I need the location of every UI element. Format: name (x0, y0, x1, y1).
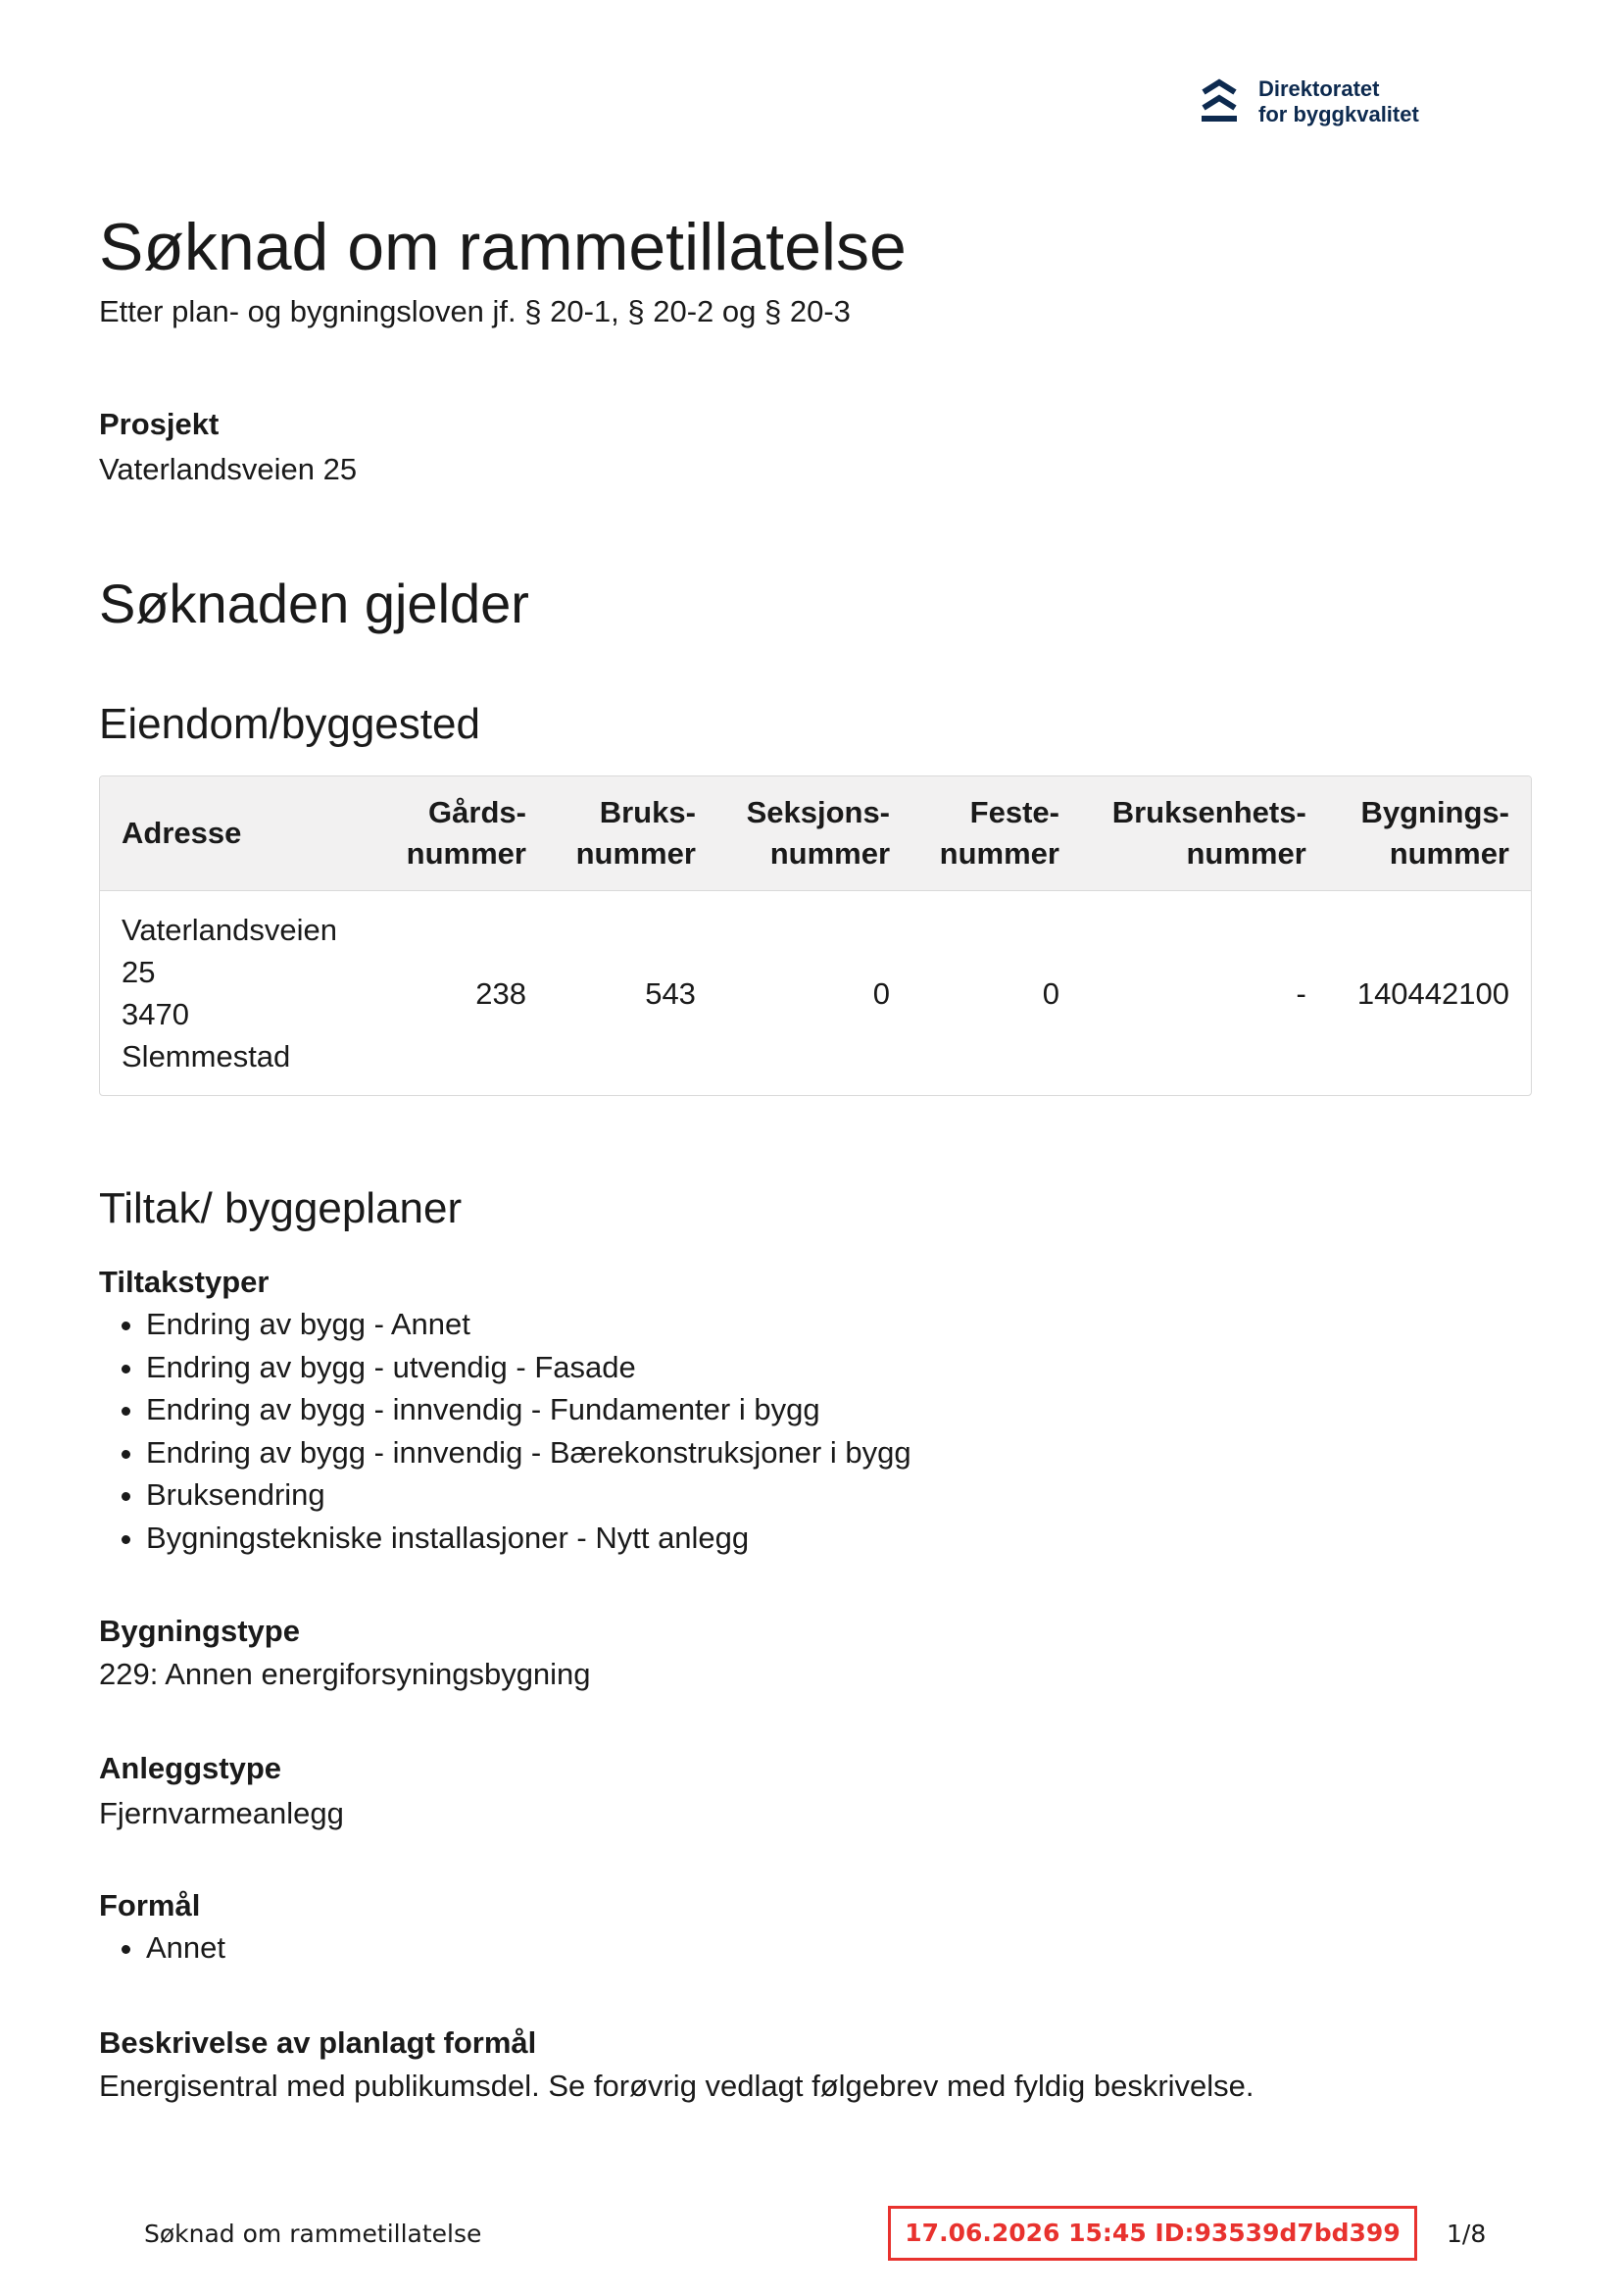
property-table-header (100, 776, 1531, 891)
page-footer (0, 2206, 1623, 2265)
anleggstype-value: Fjernvarmeanlegg (99, 1796, 344, 1830)
logo-wordmark (1258, 76, 1419, 127)
anleggstype-block (99, 1748, 344, 1834)
document-subtitle: Etter plan- og bygningsloven jf. § 20-1, § 20-2 og § 20-3 (99, 294, 851, 328)
property-table (99, 775, 1532, 1096)
cell-seksjonsnummer: 0 (872, 975, 891, 1011)
cell-bruksenhetsnummer: - (1296, 975, 1306, 1011)
dibk-logo-icon (1200, 78, 1239, 125)
col-header-bruksenhetsnummer: Bruksenhets- nummer (1081, 776, 1328, 891)
list-item: • Endring av bygg - Annet (146, 1303, 911, 1346)
table-row (100, 891, 1531, 1095)
bygningstype-block (99, 1611, 591, 1695)
formal-label: Formål (99, 1888, 201, 1922)
col-header-bruksnummer: Bruks- nummer (548, 776, 717, 891)
list-item: • Endring av bygg - utvendig - Fasade (146, 1346, 911, 1389)
cell-gardsnummer: 238 (475, 975, 526, 1011)
cell-adresse: Vaterlandsveien 25 3470 Slemmestad (122, 913, 338, 1073)
logo-line-1: Direktoratet (1258, 76, 1380, 101)
col-header-gardsnummer: Gårds- nummer (378, 776, 548, 891)
anleggstype-label: Anleggstype (99, 1751, 282, 1785)
formal-block (99, 1885, 225, 1970)
timestamp-id-stamp: 17.06.2026 15:45 ID:93539d7bd399 (888, 2206, 1417, 2261)
footer-title: Søknad om rammetillatelse (144, 2220, 482, 2248)
cell-festenummer: 0 (1042, 975, 1059, 1011)
project-value: Vaterlandsveien 25 (99, 452, 358, 486)
formal-list (99, 1926, 225, 1970)
tiltakstyper-block (99, 1262, 911, 1559)
beskrivelse-label: Beskrivelse av planlagt formål (99, 2025, 537, 2060)
document-title: Søknad om rammetillatelse (99, 210, 907, 284)
list-item: • Bygningstekniske installasjoner - Nytt anlegg (146, 1517, 911, 1560)
list-item: • Endring av bygg - innvendig - Bærekonstruksjoner i bygg (146, 1431, 911, 1474)
bygningstype-label: Bygningstype (99, 1614, 300, 1648)
col-header-festenummer: Feste- nummer (911, 776, 1081, 891)
page-number: 1/8 (1447, 2220, 1487, 2248)
beskrivelse-block (99, 2022, 1254, 2107)
list-item: • Bruksendring (146, 1473, 911, 1517)
property-heading: Eiendom/byggested (99, 700, 480, 748)
bygningstype-value: 229: Annen energiforsyningsbygning (99, 1657, 591, 1691)
dibk-logo (1200, 76, 1419, 127)
project-label: Prosjekt (99, 407, 220, 441)
tiltak-heading: Tiltak/ byggeplaner (99, 1184, 463, 1232)
col-header-bygningsnummer: Bygnings- nummer (1328, 776, 1531, 891)
cell-bruksnummer: 543 (645, 975, 696, 1011)
project-block (99, 404, 357, 490)
list-item: • Annet (146, 1926, 225, 1970)
col-header-adresse: Adresse (100, 776, 378, 891)
section-heading: Søknaden gjelder (99, 573, 529, 634)
list-item: • Endring av bygg - innvendig - Fundamenter i bygg (146, 1388, 911, 1431)
logo-line-2: for byggkvalitet (1258, 102, 1419, 126)
cell-bygningsnummer: 140442100 (1356, 975, 1509, 1011)
beskrivelse-value: Energisentral med publikumsdel. Se forøvrig vedlagt følgebrev med fyldig beskrivelse. (99, 2069, 1254, 2103)
tiltakstyper-label: Tiltakstyper (99, 1265, 270, 1299)
tiltakstyper-list (99, 1303, 911, 1559)
col-header-seksjonsnummer: Seksjons- nummer (717, 776, 911, 891)
